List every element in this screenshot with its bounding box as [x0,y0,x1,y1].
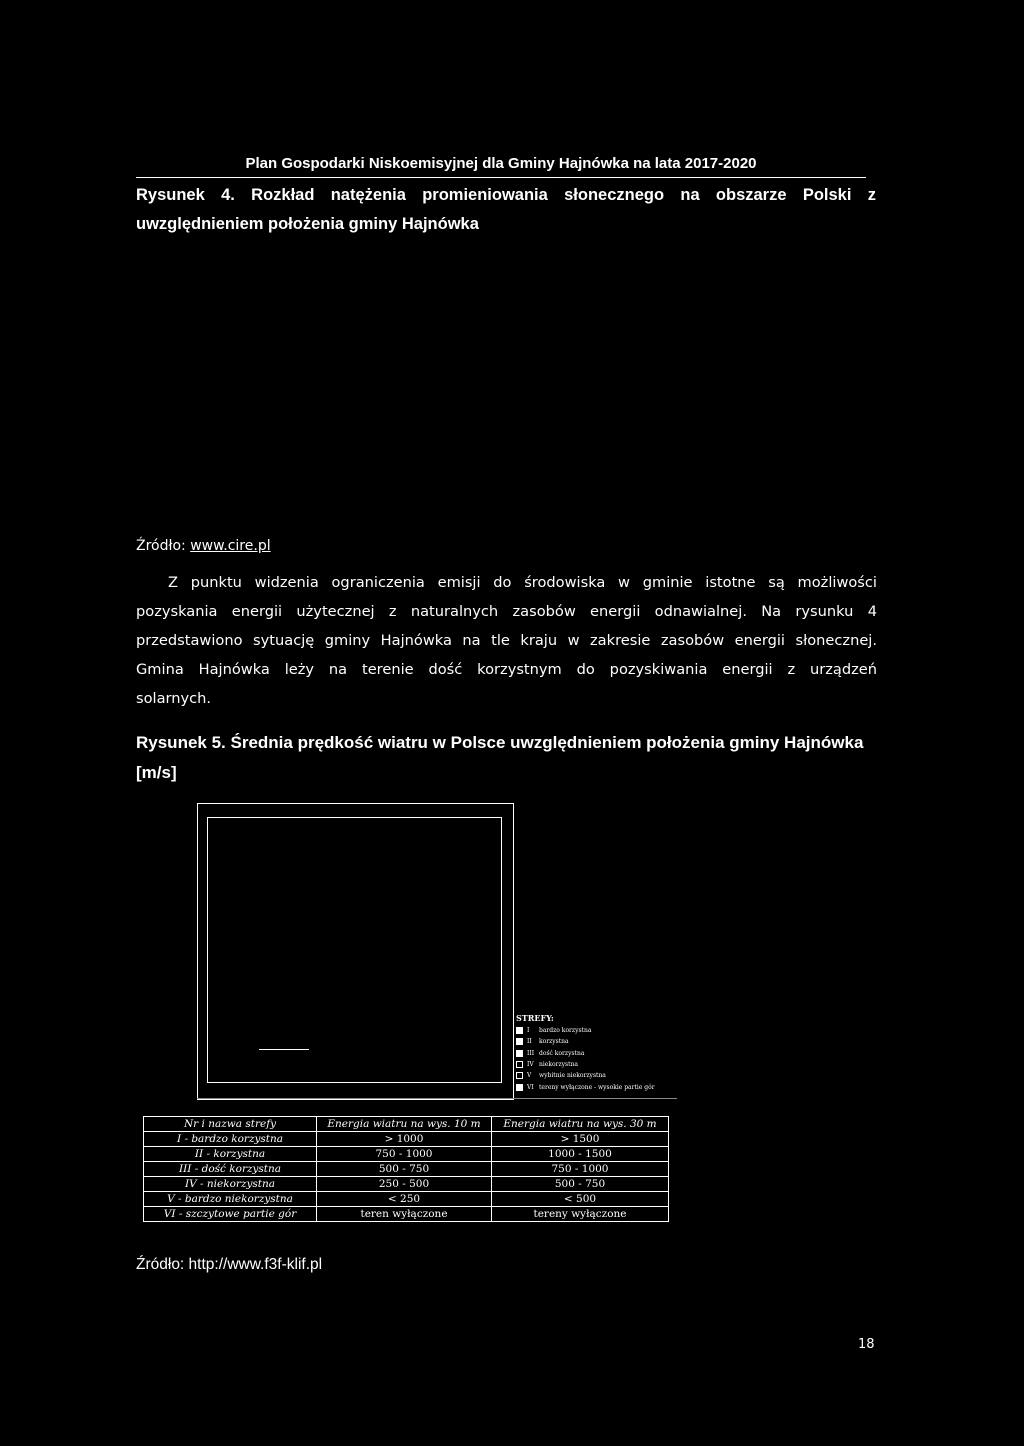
table-cell: < 500 [492,1192,669,1207]
table-row [144,1132,669,1147]
table-row [144,1192,669,1207]
table-row [144,1162,669,1177]
figure4-title-line1: Rysunek 4. Rozkład natężenia promieniowania słonecznego na obszarze Polski z [136,186,876,204]
legend-item [516,1081,686,1092]
legend-zone-label: tereny wyłączone - wysokie partie gór [539,1083,655,1091]
legend-item [516,1025,686,1036]
figure4-source [136,537,271,555]
table-cell: > 1500 [492,1132,669,1147]
table-cell: 750 - 1000 [492,1162,669,1177]
wind-map-divider [197,1098,677,1099]
table-cell: VI - szczytowe partie gór [144,1207,317,1222]
table-cell: 750 - 1000 [317,1147,492,1162]
table-cell: II - korzystna [144,1147,317,1162]
paragraph-line-5: solarnych. [136,690,212,707]
table-cell: 250 - 500 [317,1177,492,1192]
page-header: Plan Gospodarki Niskoemisyjnej dla Gminy Hajnówka na lata 2017-2020 [136,155,866,178]
legend-zone-label: bardzo korzystna [539,1027,592,1035]
wind-map-marker [259,1049,309,1050]
legend-zone-label: korzystna [539,1038,569,1046]
table-row [144,1177,669,1192]
table-row [144,1207,669,1222]
legend-item [516,1048,686,1059]
figure5-source: Źródło: http://www.f3f-klif.pl [136,1256,323,1273]
legend-swatch [516,1027,523,1034]
table-cell: V - bardzo niekorzystna [144,1192,317,1207]
wind-map-image [207,817,502,1083]
figure5-title-line2: [m/s] [136,763,177,782]
table-cell: teren wyłączone [317,1207,492,1222]
legend-zone-label: niekorzystna [539,1061,578,1069]
table-cell: I - bardzo korzystna [144,1132,317,1147]
table-cell: < 250 [317,1192,492,1207]
legend-zone-number: I [527,1027,530,1035]
legend-item [516,1036,686,1047]
table-header-cell: Nr i nazwa strefy [144,1117,317,1132]
legend-swatch [516,1061,523,1068]
table-cell: III - dość korzystna [144,1162,317,1177]
legend-swatch [516,1072,523,1079]
paragraph-line-4: Gmina Hajnówka leży na terenie dość korzystnym do pozyskiwania energii z urządzeń [136,661,877,678]
figure4-source-link[interactable]: www.cire.pl [190,538,271,554]
paragraph-line-3: przedstawiono sytuację gminy Hajnówka na tle kraju w zakresie zasobów energii słonecznej. [136,632,877,649]
table-cell: IV - niekorzystna [144,1177,317,1192]
table-header-cell: Energia wiatru na wys. 30 m [492,1117,669,1132]
legend-item [516,1070,686,1081]
legend-swatch [516,1038,523,1045]
legend-zone-number: III [527,1049,535,1057]
table-cell: 1000 - 1500 [492,1147,669,1162]
paragraph-line-2: pozyskania energii użytecznej z naturalnych zasobów energii odnawialnej. Na rysunku 4 [136,603,877,620]
legend-zone-number: V [527,1072,532,1080]
table-cell: tereny wyłączone [492,1207,669,1222]
legend-item [516,1059,686,1070]
legend-zone-number: II [527,1038,532,1046]
legend-zone-label: wybitnie niekorzystna [539,1072,606,1080]
legend-swatch [516,1084,523,1091]
table-header-cell: Energia wiatru na wys. 10 m [317,1117,492,1132]
paragraph-line-1: Z punktu widzenia ograniczenia emisji do środowiska w gminie istotne są możliwości [168,574,877,591]
wind-zone-legend [516,1013,686,1093]
legend-zone-label: dość korzystna [539,1049,585,1057]
table-cell: 500 - 750 [317,1162,492,1177]
page-number: 18 [858,1337,875,1352]
legend-zone-number: IV [527,1061,534,1069]
table-cell: > 1000 [317,1132,492,1147]
legend-title: STREFY: [516,1013,554,1023]
wind-energy-table [143,1116,669,1222]
table-row [144,1147,669,1162]
figure5-title [136,728,877,788]
figure5-title-line1: Rysunek 5. Średnia prędkość wiatru w Polsce uwzględnieniem położenia gminy Hajnówka [136,733,864,752]
legend-swatch [516,1050,523,1057]
body-paragraph [136,568,877,713]
table-header-row [144,1117,669,1132]
table-cell: 500 - 750 [492,1177,669,1192]
legend-zone-number: VI [527,1083,534,1091]
figure4-title-line2: uwzględnieniem położenia gminy Hajnówka [136,215,479,233]
figure4-source-label: Źródło: [136,538,191,554]
